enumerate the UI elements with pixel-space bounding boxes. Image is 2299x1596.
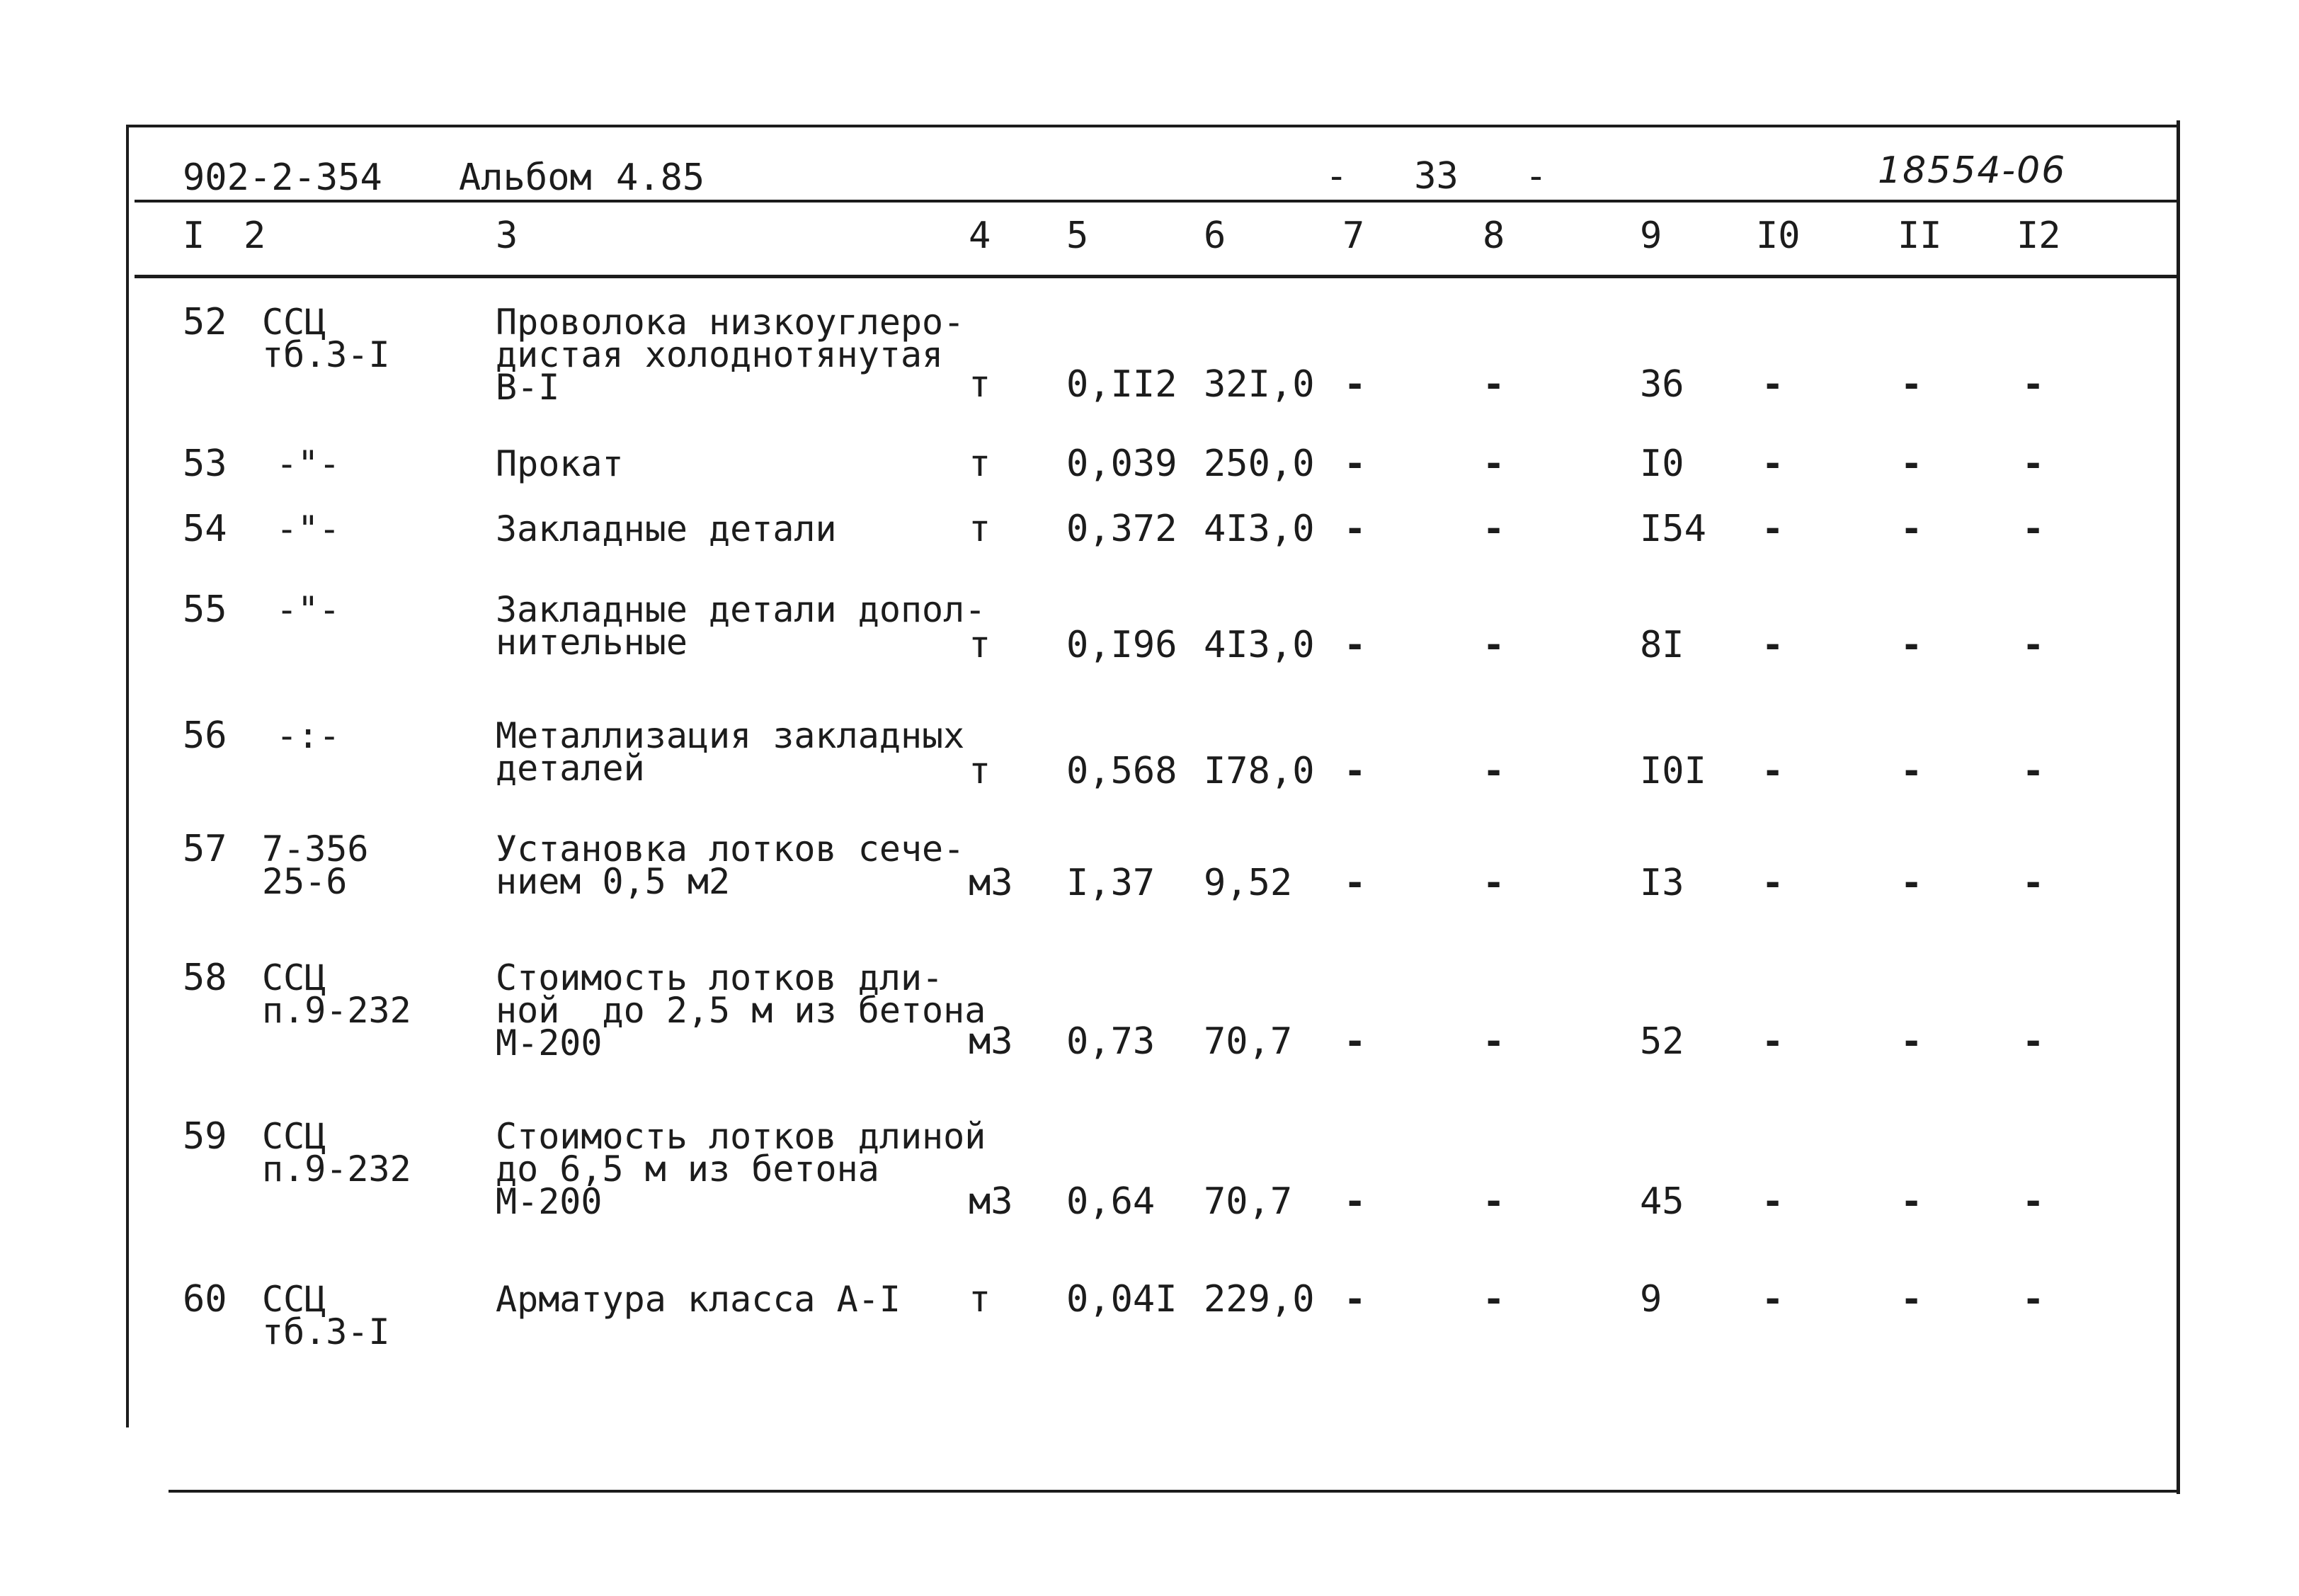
item-description: Стоимость лотков длиной <box>496 1116 986 1157</box>
col11-value: - <box>1900 1180 1923 1223</box>
col10-value: - <box>1762 862 1784 904</box>
col11-value: - <box>1900 1020 1923 1063</box>
row-number: 57 <box>183 828 227 870</box>
unit: м3 <box>969 1180 1013 1223</box>
unit: м3 <box>969 862 1013 904</box>
item-description: Закладные детали допол- <box>496 589 986 630</box>
column-header-2: 2 <box>244 215 266 257</box>
unit: т <box>969 1278 991 1321</box>
doc-number: 902-2-354 <box>183 156 382 199</box>
col7-value: - <box>1344 443 1367 485</box>
col12-value: - <box>2022 363 2045 406</box>
col7-value: - <box>1344 508 1367 550</box>
unit: т <box>969 624 991 666</box>
col10-value: - <box>1762 750 1784 792</box>
norm-code: п.9-232 <box>262 990 411 1031</box>
bottom-border <box>169 1490 2179 1493</box>
col12-value: - <box>2022 862 2045 904</box>
col10-value: - <box>1762 363 1784 406</box>
col12-value: - <box>2022 1020 2045 1063</box>
col7-value: - <box>1344 624 1367 666</box>
inventory-number: 18554-06 <box>1878 149 2067 192</box>
col10-value: - <box>1762 508 1784 550</box>
total-value: 9 <box>1640 1278 1662 1321</box>
norm-code: ССЦ <box>262 1279 326 1320</box>
norm-code: ССЦ <box>262 957 326 998</box>
norm-code: -:- <box>276 715 341 756</box>
unit-price: 229,0 <box>1204 1278 1315 1321</box>
item-description: Прокат <box>496 443 624 484</box>
norm-code: п.9-232 <box>262 1148 411 1190</box>
column-header-9: 9 <box>1640 215 1662 257</box>
norm-code: 25-6 <box>262 861 348 902</box>
col7-value: - <box>1344 363 1367 406</box>
unit-price: I78,0 <box>1204 750 1315 792</box>
col11-value: - <box>1900 750 1923 792</box>
item-description: Металлизация закладных <box>496 715 965 756</box>
right-border <box>2177 120 2180 1494</box>
norm-code: 7-356 <box>262 828 369 870</box>
norm-code: ССЦ <box>262 302 326 343</box>
quantity: 0,64 <box>1066 1180 1156 1223</box>
col11-value: - <box>1900 624 1923 666</box>
row-number: 58 <box>183 957 227 999</box>
quantity: I,37 <box>1066 862 1156 904</box>
col12-value: - <box>2022 1278 2045 1321</box>
norm-code: тб.3-I <box>262 334 390 375</box>
column-header-4: 4 <box>969 215 991 257</box>
quantity: 0,372 <box>1066 508 1177 550</box>
unit-price: 250,0 <box>1204 443 1315 485</box>
unit: т <box>969 363 991 406</box>
col11-value: - <box>1900 363 1923 406</box>
norm-code: ССЦ <box>262 1116 326 1157</box>
total-value: 8I <box>1640 624 1684 666</box>
row-number: 59 <box>183 1115 227 1158</box>
total-value: I0I <box>1640 750 1706 792</box>
item-description: нием 0,5 м2 <box>496 861 731 902</box>
total-value: I0 <box>1640 443 1684 485</box>
norm-code: -"- <box>276 443 341 484</box>
unit-price: 4I3,0 <box>1204 624 1315 666</box>
column-header-12: I2 <box>2016 215 2061 257</box>
col7-value: - <box>1344 1278 1367 1321</box>
column-header-8: 8 <box>1483 215 1505 257</box>
item-description: Стоимость лотков дли- <box>496 957 944 998</box>
col8-value: - <box>1483 1278 1505 1321</box>
col12-value: - <box>2022 1180 2045 1223</box>
col12-value: - <box>2022 624 2045 666</box>
item-description: дистая холоднотянутая <box>496 334 944 375</box>
item-description: Проволока низкоуглеро- <box>496 302 965 343</box>
column-header-underline <box>135 275 2178 278</box>
col7-value: - <box>1344 750 1367 792</box>
norm-code: тб.3-I <box>262 1311 390 1352</box>
col11-value: - <box>1900 1278 1923 1321</box>
row-number: 53 <box>183 443 227 485</box>
total-value: I3 <box>1640 862 1684 904</box>
unit-price: 70,7 <box>1204 1020 1293 1063</box>
total-value: 36 <box>1640 363 1684 406</box>
album-value: 4.85 <box>616 156 705 199</box>
column-header-11: II <box>1898 215 1942 257</box>
column-header-5: 5 <box>1066 215 1089 257</box>
quantity: 0,568 <box>1066 750 1177 792</box>
unit: м3 <box>969 1020 1013 1063</box>
total-value: 52 <box>1640 1020 1684 1063</box>
col8-value: - <box>1483 750 1505 792</box>
header-underline <box>135 200 2178 203</box>
item-description: до 6,5 м из бетона <box>496 1148 879 1190</box>
quantity: 0,II2 <box>1066 363 1177 406</box>
unit-price: 32I,0 <box>1204 363 1315 406</box>
norm-code: -"- <box>276 508 341 549</box>
total-value: 45 <box>1640 1180 1684 1223</box>
row-number: 55 <box>183 588 227 631</box>
col10-value: - <box>1762 443 1784 485</box>
page-number: - 33 - <box>1325 155 1548 198</box>
item-description: деталей <box>496 748 645 789</box>
row-number: 54 <box>183 508 227 550</box>
item-description: Установка лотков сече- <box>496 828 965 870</box>
unit: т <box>969 443 991 485</box>
col10-value: - <box>1762 624 1784 666</box>
col10-value: - <box>1762 1278 1784 1321</box>
column-header-6: 6 <box>1204 215 1226 257</box>
col7-value: - <box>1344 862 1367 904</box>
item-description: ной до 2,5 м из бетона <box>496 990 986 1031</box>
item-description: В-I <box>496 367 560 408</box>
col8-value: - <box>1483 1020 1505 1063</box>
item-description: Закладные детали <box>496 508 837 549</box>
col8-value: - <box>1483 624 1505 666</box>
col8-value: - <box>1483 1180 1505 1223</box>
item-description: Арматура класса А-I <box>496 1279 901 1320</box>
quantity: 0,039 <box>1066 443 1177 485</box>
total-value: I54 <box>1640 508 1706 550</box>
col10-value: - <box>1762 1180 1784 1223</box>
item-description: нительные <box>496 622 688 663</box>
col12-value: - <box>2022 443 2045 485</box>
column-header-10: I0 <box>1756 215 1801 257</box>
unit: т <box>969 508 991 550</box>
col8-value: - <box>1483 862 1505 904</box>
column-header-1: I <box>183 215 205 257</box>
top-border <box>126 125 2179 127</box>
norm-code: -"- <box>276 589 341 630</box>
column-header-7: 7 <box>1342 215 1365 257</box>
album-label: Альбом <box>459 156 592 199</box>
col7-value: - <box>1344 1180 1367 1223</box>
item-description: М-200 <box>496 1022 603 1064</box>
quantity: 0,I96 <box>1066 624 1177 666</box>
left-border <box>126 125 129 1427</box>
col8-value: - <box>1483 443 1505 485</box>
column-header-3: 3 <box>496 215 518 257</box>
col8-value: - <box>1483 363 1505 406</box>
row-number: 60 <box>183 1278 227 1321</box>
col10-value: - <box>1762 1020 1784 1063</box>
unit-price: 9,52 <box>1204 862 1293 904</box>
unit-price: 70,7 <box>1204 1180 1293 1223</box>
col7-value: - <box>1344 1020 1367 1063</box>
row-number: 52 <box>183 301 227 343</box>
col11-value: - <box>1900 862 1923 904</box>
col8-value: - <box>1483 508 1505 550</box>
quantity: 0,04I <box>1066 1278 1177 1321</box>
unit: т <box>969 750 991 792</box>
quantity: 0,73 <box>1066 1020 1156 1063</box>
col12-value: - <box>2022 750 2045 792</box>
item-description: М-200 <box>496 1181 603 1222</box>
col12-value: - <box>2022 508 2045 550</box>
unit-price: 4I3,0 <box>1204 508 1315 550</box>
col11-value: - <box>1900 508 1923 550</box>
col11-value: - <box>1900 443 1923 485</box>
row-number: 56 <box>183 714 227 757</box>
